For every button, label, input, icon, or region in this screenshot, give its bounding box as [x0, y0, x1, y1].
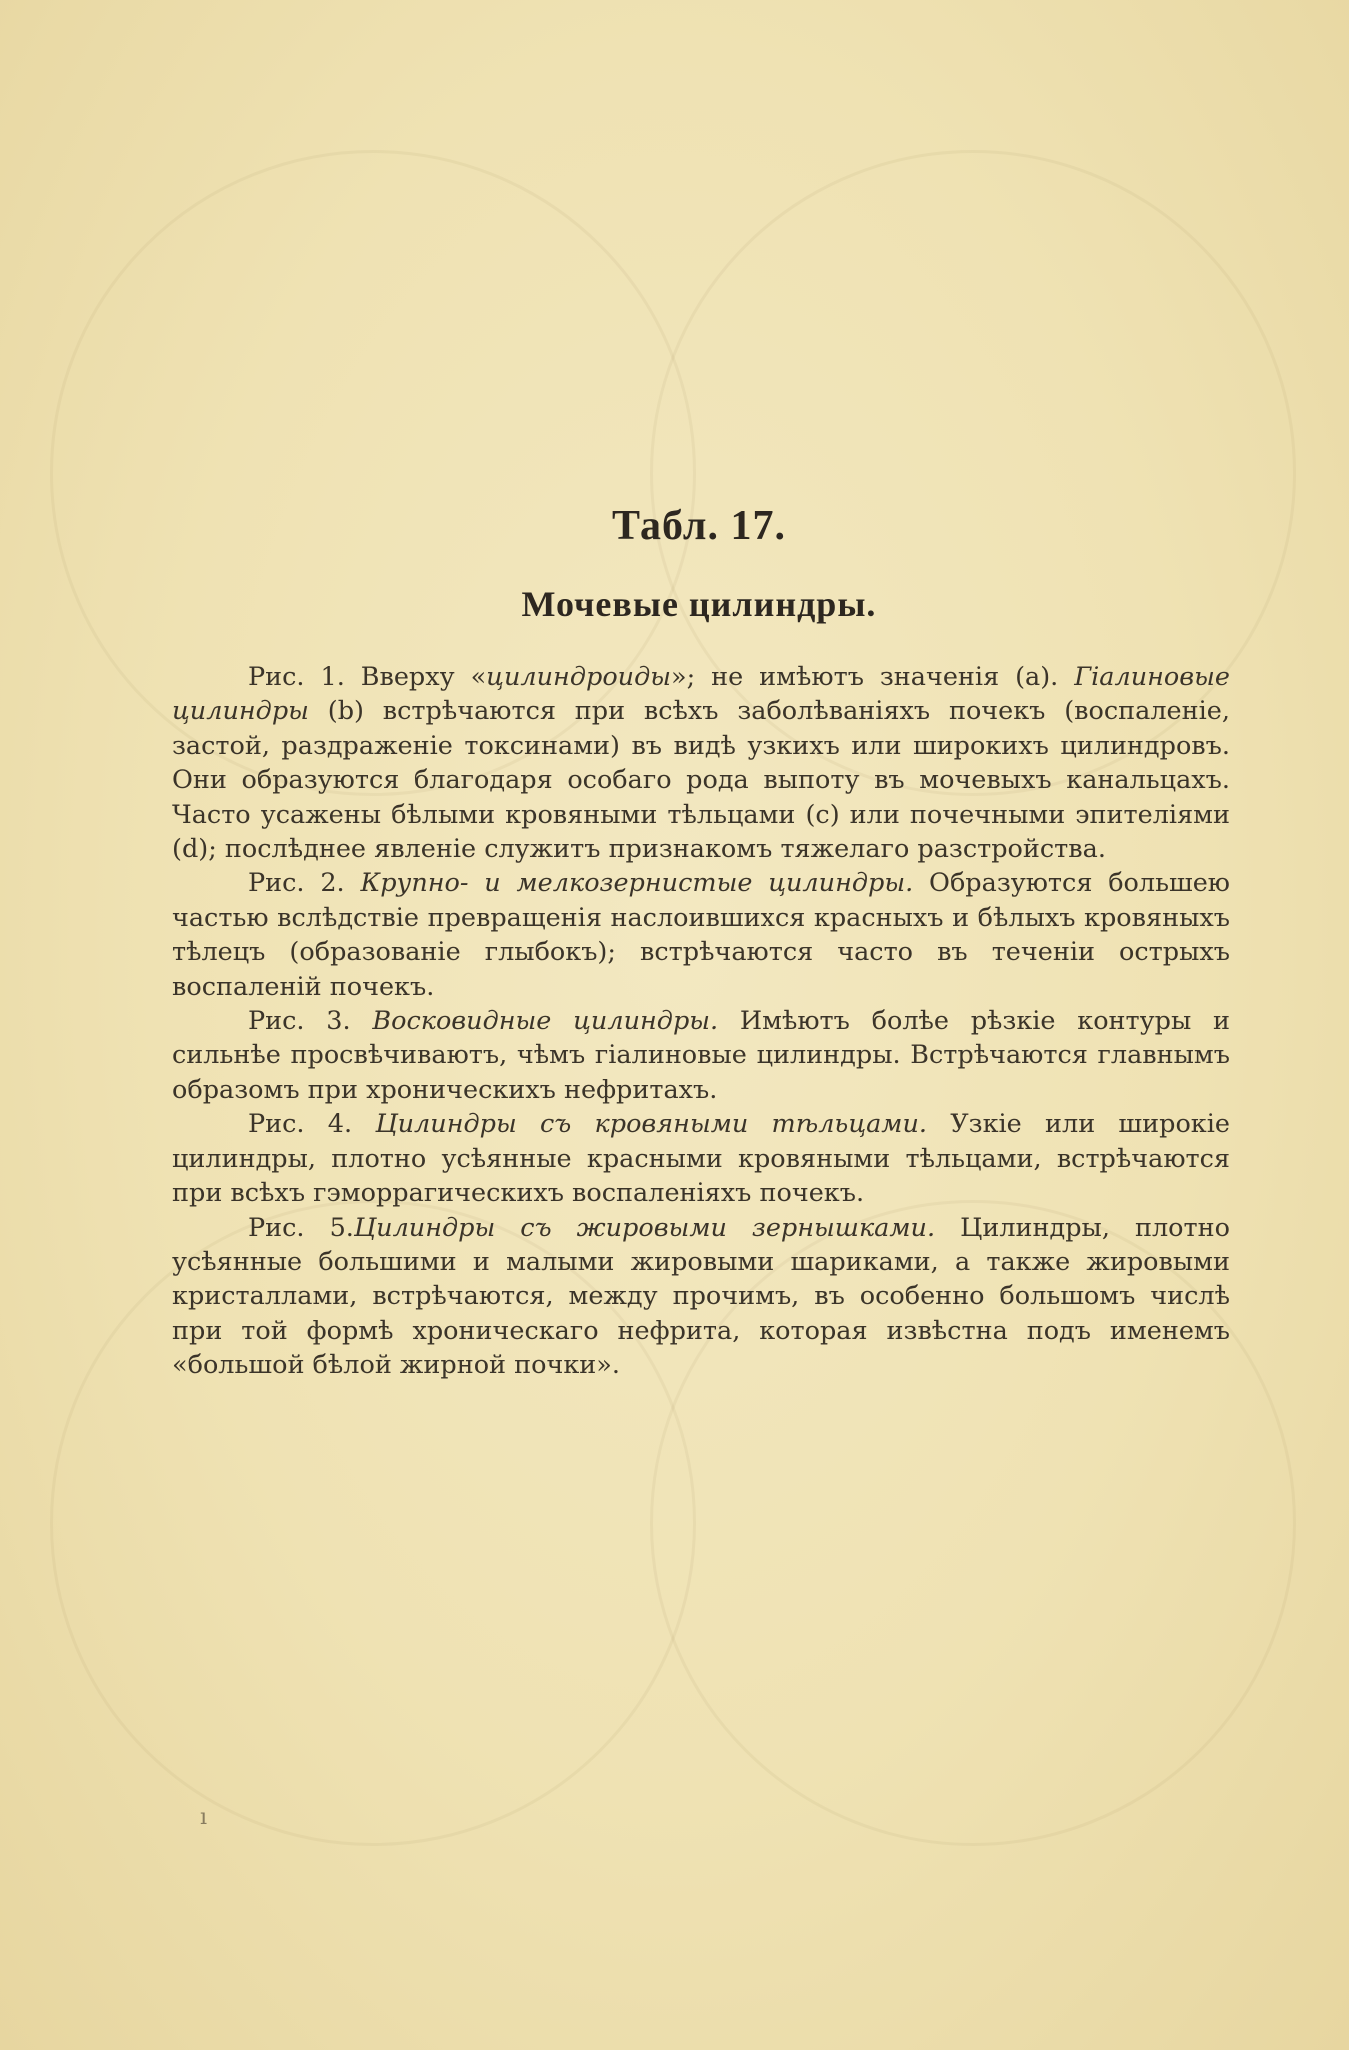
figure-paragraph-2: Рис. 2. Крупно- и мелкозернистые цилиндры. Образуются большею частью вслѣдствіе превращенія наслоившихся красныхъ и бѣлыхъ кровяныхъ тѣлецъ (образованіе глыбокъ); встрѣчаются часто въ теченіи острыхъ воспаленій почекъ.	[172, 868, 1230, 1002]
figure-label: Рис. 4.	[248, 1109, 353, 1140]
plate-subtitle: Мочевые цилиндры.	[521, 584, 877, 624]
figure-label: Рис. 2.	[248, 868, 345, 899]
term: Гіалиновые цилиндры	[172, 662, 1230, 727]
figure-label: Рис. 3.	[248, 1006, 351, 1037]
term: Цилиндры съ кровяными тѣльцами.	[375, 1109, 927, 1140]
term: Цилиндры съ жировыми зернышками.	[353, 1212, 936, 1243]
plate-description	[172, 660, 1230, 1383]
figure-paragraph-4: Рис. 4. Цилиндры съ кровяными тѣльцами. Узкіе или широкіе цилиндры, плотно усѣянные красными кровяными тѣльцами, встрѣчаются при всѣхъ гэморрагическихъ воспаленіяхъ почекъ.	[172, 1109, 1230, 1209]
figure-paragraph-1: Рис. 1. Вверху «цилиндроиды»; не имѣютъ значенія (a). Гіалиновые цилиндры (b) встрѣчаются при всѣхъ заболѣваніяхъ почекъ (воспаленіе, застой, раздраженіе токсинами) въ видѣ узкихъ или широкихъ цилиндровъ. Они образуются благодаря особаго рода выпоту въ мочевыхъ канальцахъ. Часто усажены бѣлыми кровяными тѣльцами (с) или почечными эпителіями (d); послѣднее явленіе служитъ признакомъ тяжелаго разстройства.	[172, 662, 1230, 865]
figure-label: Рис. 5.	[248, 1212, 354, 1243]
term: Крупно- и мелкозернистые цилиндры.	[360, 868, 914, 899]
term: Восковидные цилиндры.	[372, 1006, 719, 1037]
stray-ink-mark: ı	[200, 1805, 208, 1830]
term: цилиндроиды	[486, 662, 672, 692]
figure-paragraph-5: Рис. 5.Цилиндры съ жировыми зернышками. Цилиндры, плотно усѣянные большими и малыми жировыми шариками, а также жировыми кристаллами, встрѣчаются, между прочимъ, въ особенно большомъ числѣ при той формѣ хроническаго нефрита, которая извѣстна подъ именемъ «большой бѣлой жирной почки».	[172, 1212, 1230, 1381]
figure-paragraph-3: Рис. 3. Восковидные цилиндры. Имѣютъ болѣе рѣзкіе контуры и сильнѣе просвѣчиваютъ, чѣмъ гіалиновые цилиндры. Встрѣчаются главнымъ образомъ при хроническихъ нефритахъ.	[172, 1006, 1231, 1105]
figure-label: Рис. 1.	[248, 662, 345, 692]
plate-title: Табл. 17.	[612, 503, 786, 549]
